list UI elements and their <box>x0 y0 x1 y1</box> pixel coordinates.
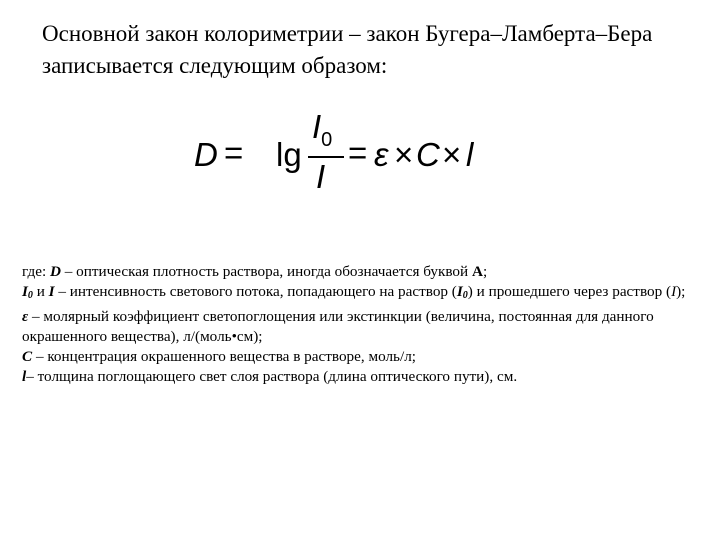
desc-line-i: I0 и I – интенсивность светового потока, попадающего на раствор (I0) и прошедшего через раствор (I); <box>22 283 686 302</box>
desc-line-c: С – концентрация окрашенного вещества в растворе, моль/л; <box>22 348 417 366</box>
formula-times-1: × <box>394 136 414 173</box>
desc-line-d: где: D – оптическая плотность раствора, иногда обозначается буквой А; <box>22 263 488 280</box>
beer-lambert-formula <box>190 108 510 212</box>
desc-line-l: l– толщина поглощающего свет слоя раствора (длина оптического пути), см. <box>22 368 518 386</box>
desc-line-epsilon: ε – молярный коэффициент светопоглощения или экстинкции (величина, постоянная для данного окрашенного вещества), л/(моль•см); <box>22 307 654 345</box>
slide-title: Основной закон колориметрии – закон Бугера–Ламберта–Бера записывается следующим образом: <box>42 21 653 78</box>
formula-lg: lg <box>276 136 302 173</box>
formula-l: l <box>466 136 474 173</box>
formula-numerator: $I_0$ <box>312 108 333 151</box>
formula-equals-2: = <box>348 134 368 171</box>
fraction-bar <box>308 156 344 158</box>
formula-epsilon: ε <box>374 136 389 173</box>
formula-equals-1: = <box>224 134 244 171</box>
formula-denominator: I <box>316 158 326 195</box>
formula-c: C <box>416 136 440 173</box>
formula-description <box>22 262 702 388</box>
formula-d: D <box>194 136 218 173</box>
formula-times-2: × <box>442 136 462 173</box>
